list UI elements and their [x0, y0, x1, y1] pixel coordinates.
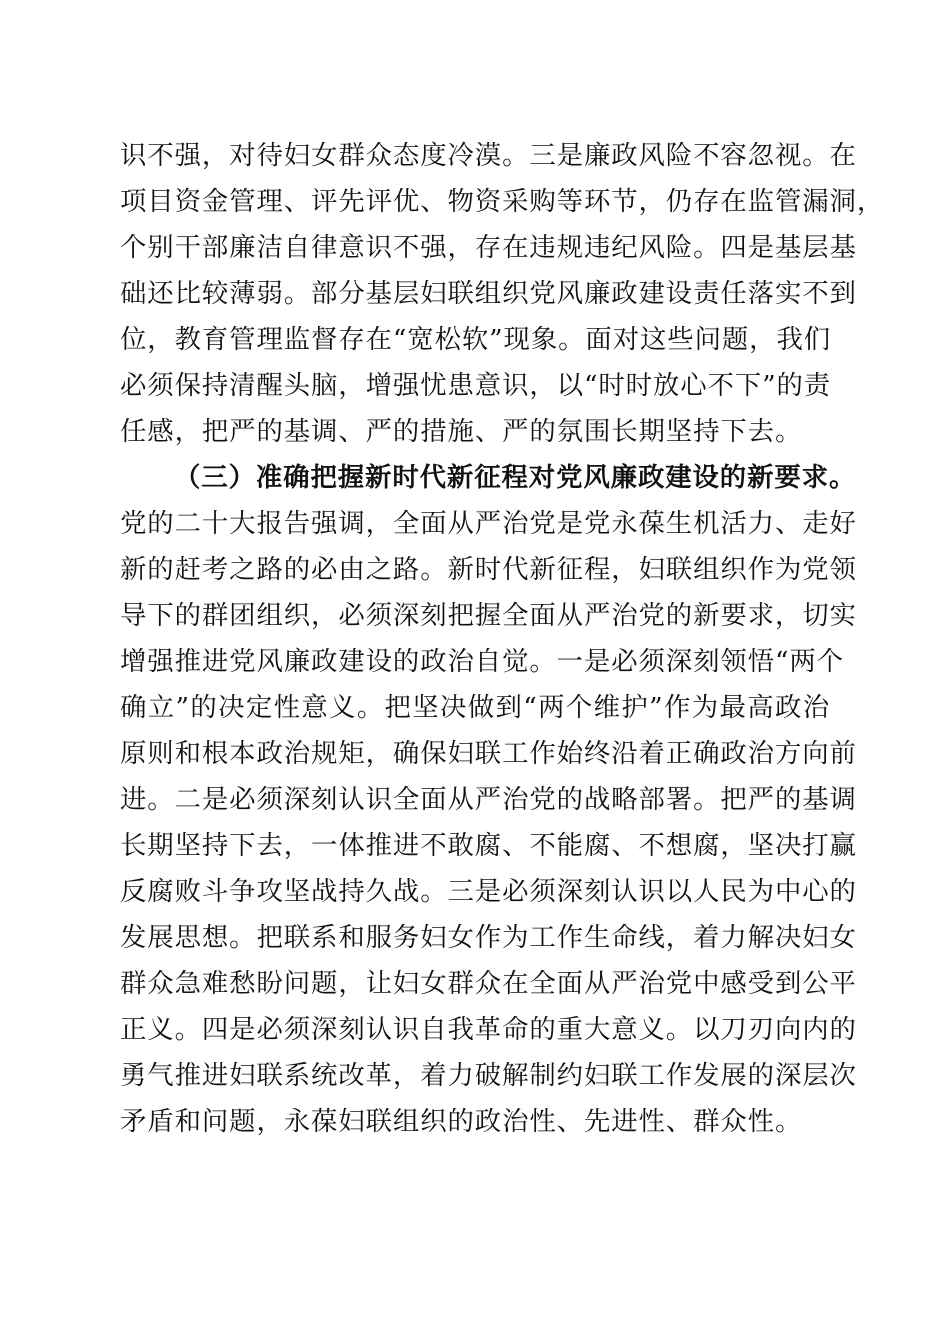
text-line-15: 进。二是必须深刻认识全面从严治党的战略部署。把严的基调: [120, 784, 857, 815]
text-line-19: 群众急难愁盼问题，让妇女群众在全面从严治党中感受到公平: [120, 968, 857, 999]
text-line-22: 矛盾和问题，永葆妇联组织的政治性、先进性、群众性。: [120, 1106, 803, 1137]
text-line-20: 正义。四是必须深刻认识自我革命的重大意义。以刀刃向内的: [120, 1014, 857, 1045]
text-line-17: 反腐败斗争攻坚战持久战。三是必须深刻认识以人民为中心的: [120, 876, 857, 907]
text-line-14: 原则和根本政治规矩，确保妇联工作始终沿着正确政治方向前: [120, 738, 857, 769]
text-line-13: 确立”的决定性意义。把坚决做到“两个维护”作为最高政治: [120, 692, 830, 723]
text-line-21: 勇气推进妇联系统改革，着力破解制约妇联工作发展的深层次: [120, 1060, 857, 1091]
text-line-18: 发展思想。把联系和服务妇女作为工作生命线，着力解决妇女: [120, 922, 857, 953]
text-line-16: 长期坚持下去，一体推进不敢腐、不能腐、不想腐，坚决打赢: [120, 830, 857, 861]
text-line-7: 任感，把严的基调、严的措施、严的氛围长期坚持下去。: [120, 416, 803, 447]
text-line-5: 位，教育管理监督存在“宽松软”现象。面对这些问题，我们: [120, 324, 832, 355]
text-line-2: 项目资金管理、评先评优、物资采购等环节，仍存在监管漏洞，: [120, 186, 885, 217]
text-line-11: 导下的群团组织，必须深刻把握全面从严治党的新要求，切实: [120, 600, 857, 631]
text-line-6: 必须保持清醒头脑，增强忧患意识，以“时时放心不下”的责: [120, 370, 832, 401]
section-heading: （三）准确把握新时代新征程对党风廉政建设的新要求。: [174, 462, 857, 493]
text-line-3: 个别干部廉洁自律意识不强，存在违规违纪风险。四是基层基: [120, 232, 857, 263]
text-line-12: 增强推进党风廉政建设的政治自觉。一是必须深刻领悟“两个: [120, 646, 844, 677]
text-line-4: 础还比较薄弱。部分基层妇联组织党风廉政建设责任落实不到: [120, 278, 857, 309]
text-line-9: 党的二十大报告强调，全面从严治党是党永葆生机活力、走好: [120, 508, 857, 539]
text-line-1: 识不强，对待妇女群众态度冷漠。三是廉政风险不容忽视。在: [120, 140, 857, 171]
text-line-10: 新的赶考之路的必由之路。新时代新征程，妇联组织作为党领: [120, 554, 857, 585]
